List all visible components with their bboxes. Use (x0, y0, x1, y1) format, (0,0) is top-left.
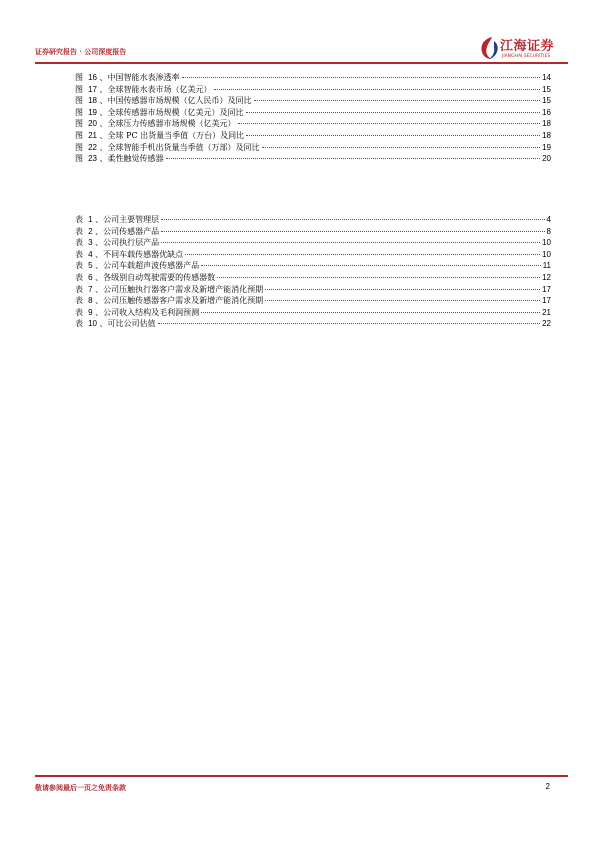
toc-entry-title (75, 249, 183, 261)
toc-entry-number: 8 (88, 296, 93, 306)
toc-entry[interactable] (75, 318, 551, 330)
toc-entry-kind: 表 (75, 307, 83, 317)
toc-entry-kind: 图 (75, 130, 83, 140)
toc-entry-kind: 表 (75, 272, 83, 282)
toc-entry-caption: 、全球压力传感器市场规模（亿美元） (99, 119, 236, 129)
toc-entry-caption: 、各级别自动驾驶需要的传感器数 (95, 272, 216, 282)
toc-entry[interactable] (75, 307, 551, 319)
toc-entry-kind: 表 (75, 215, 83, 224)
toc-entry[interactable] (75, 130, 551, 142)
toc-entry[interactable] (75, 214, 551, 226)
toc-leader-dots (161, 231, 544, 232)
toc-entry[interactable] (75, 237, 551, 249)
toc-entry-kind: 图 (75, 96, 83, 106)
toc-entry-caption: 、中国传感器市场规模（亿人民币）及同比 (99, 96, 252, 106)
toc-entry[interactable] (75, 95, 551, 107)
toc-entry-kind: 图 (75, 119, 83, 129)
toc-entry-caption: 、公司主要管理层 (95, 215, 160, 224)
toc-entry-title (75, 84, 212, 96)
toc-entry-title (75, 307, 199, 319)
toc-entry-kind: 表 (75, 238, 83, 248)
toc-entry-number: 6 (88, 272, 93, 282)
toc-leader-dots (182, 77, 541, 78)
toc-entry-kind: 图 (75, 73, 83, 82)
toc-entry-title (75, 295, 263, 307)
toc-entry-page: 15 (542, 96, 551, 106)
toc-leader-dots (262, 147, 541, 148)
toc-entry-page: 21 (542, 307, 551, 317)
toc-leader-dots (201, 265, 541, 266)
toc-entry-caption: 、公司压触传感器客户需求及新增产能消化预期 (95, 296, 264, 306)
toc-entry-number: 19 (88, 107, 97, 117)
toc-entry-number: 5 (88, 261, 93, 271)
toc-entry-kind: 图 (75, 142, 83, 152)
toc-leader-dots (214, 89, 541, 90)
toc-entry-kind: 表 (75, 261, 83, 271)
table-list (75, 214, 551, 330)
toc-entry-kind: 图 (75, 154, 83, 164)
toc-entry-caption: 、公司执行层产品 (95, 238, 160, 248)
toc-entry-title (75, 153, 164, 165)
report-type-label: 证券研究报告 · 公司深度报告 (35, 47, 127, 56)
toc-leader-dots (201, 312, 540, 313)
toc-entry-kind: 表 (75, 284, 83, 294)
toc-entry-title (75, 226, 159, 238)
toc-leader-dots (185, 254, 540, 255)
toc-entry-kind: 表 (75, 296, 83, 306)
toc-entry-number: 20 (88, 119, 97, 129)
toc-leader-dots (246, 135, 540, 136)
logo-english-name: JIANGHAI SECURITIES (502, 54, 551, 59)
toc-entry[interactable] (75, 153, 551, 165)
toc-entry-caption: 、全球 PC 出货量当季值（万台）及同比 (99, 130, 245, 140)
header-divider (35, 62, 568, 64)
toc-entry-number: 21 (88, 130, 97, 140)
toc-entry-title (75, 237, 159, 249)
toc-entry-number: 17 (88, 84, 97, 94)
toc-entry-number: 7 (88, 284, 93, 294)
toc-entry-page: 18 (542, 119, 551, 129)
toc-entry-page: 8 (546, 226, 551, 236)
toc-entry-number: 3 (88, 238, 93, 248)
toc-leader-dots (254, 100, 541, 101)
toc-entry-caption: 、全球智能水表市场（亿美元） (99, 84, 212, 94)
logo-chinese-name: 江海证券 (500, 39, 555, 54)
toc-entry-title (75, 284, 263, 296)
toc-leader-dots (246, 112, 541, 113)
logo-mark-icon (478, 35, 500, 61)
toc-entry-caption: 、公司压触执行器客户需求及新增产能消化预期 (95, 284, 264, 294)
toc-entry-page: 15 (542, 84, 551, 94)
toc-entry-page: 16 (542, 107, 551, 117)
toc-entry[interactable] (75, 284, 551, 296)
toc-entry[interactable] (75, 84, 551, 96)
toc-entry-number: 9 (88, 307, 93, 317)
company-logo (478, 35, 568, 65)
toc-entry-kind: 图 (75, 84, 83, 94)
toc-leader-dots (166, 158, 541, 159)
toc-entry-page: 22 (542, 319, 551, 329)
toc-entry-kind: 表 (75, 249, 83, 259)
page-number: 2 (545, 782, 550, 791)
toc-entry-caption: 、可比公司估值 (99, 319, 156, 329)
toc-entry-page: 10 (542, 249, 551, 259)
toc-entry-caption: 、全球传感器市场规模（亿美元）及同比 (99, 107, 244, 117)
toc-leader-dots (161, 242, 540, 243)
toc-entry[interactable] (75, 142, 551, 154)
toc-entry-title (75, 272, 215, 284)
toc-entry-number: 16 (88, 73, 97, 82)
toc-entry-page: 11 (542, 261, 551, 271)
toc-entry-kind: 表 (75, 319, 83, 329)
toc-entry[interactable] (75, 260, 551, 272)
toc-entry-number: 23 (88, 154, 97, 164)
toc-entry-caption: 、中国智能水表渗透率 (99, 73, 180, 82)
toc-entry-page: 20 (542, 154, 551, 164)
toc-entry-title (75, 118, 236, 130)
toc-entry-kind: 图 (75, 107, 83, 117)
toc-entry-caption: 、全球智能手机出货量当季值（万部）及同比 (99, 142, 260, 152)
toc-entry[interactable] (75, 107, 551, 119)
toc-entry-page: 4 (546, 215, 551, 224)
toc-entry-caption: 、柔性触觉传感器 (99, 154, 164, 164)
toc-entry-title (75, 318, 156, 330)
toc-leader-dots (265, 300, 540, 301)
toc-entry-title (75, 142, 260, 154)
toc-entry-page: 19 (542, 142, 551, 152)
toc-entry-page: 12 (542, 272, 551, 282)
toc-entry-caption: 、公司传感器产品 (95, 226, 160, 236)
toc-entry[interactable] (75, 226, 551, 238)
toc-leader-dots (158, 323, 541, 324)
toc-entry-title (75, 72, 180, 84)
toc-entry[interactable] (75, 118, 551, 130)
toc-entry[interactable] (75, 295, 551, 307)
toc-entry-page: 17 (542, 284, 551, 294)
toc-entry[interactable] (75, 72, 551, 84)
toc-entry-page: 17 (542, 296, 551, 306)
toc-entry-number: 22 (88, 142, 97, 152)
footer-divider (35, 775, 568, 777)
toc-entry-caption: 、公司收入结构及毛利润预测 (95, 307, 200, 317)
toc-entry-number: 18 (88, 96, 97, 106)
toc-entry-page: 14 (542, 73, 551, 82)
toc-leader-dots (161, 219, 544, 220)
toc-entry-title (75, 214, 159, 226)
toc-entry-number: 2 (88, 226, 93, 236)
toc-entry-number: 1 (88, 215, 93, 224)
toc-entry-number: 4 (88, 249, 93, 259)
toc-entry-caption: 、公司车载超声波传感器产品 (95, 261, 200, 271)
toc-entry-title (75, 95, 252, 107)
toc-entry-title (75, 107, 244, 119)
toc-entry-caption: 、不同车载传感器优缺点 (95, 249, 184, 259)
toc-entry-page: 18 (542, 130, 551, 140)
disclaimer-note: 敬请参阅最后一页之免责条款 (35, 783, 126, 792)
toc-entry-title (75, 260, 199, 272)
toc-leader-dots (265, 289, 540, 290)
toc-leader-dots (238, 123, 541, 124)
toc-entry[interactable] (75, 249, 551, 261)
toc-entry-kind: 表 (75, 226, 83, 236)
toc-leader-dots (217, 277, 540, 278)
toc-entry[interactable] (75, 272, 551, 284)
toc-entry-page: 10 (542, 238, 551, 248)
toc-entry-title (75, 130, 244, 142)
toc-entry-number: 10 (88, 319, 97, 329)
figure-list (75, 72, 551, 165)
